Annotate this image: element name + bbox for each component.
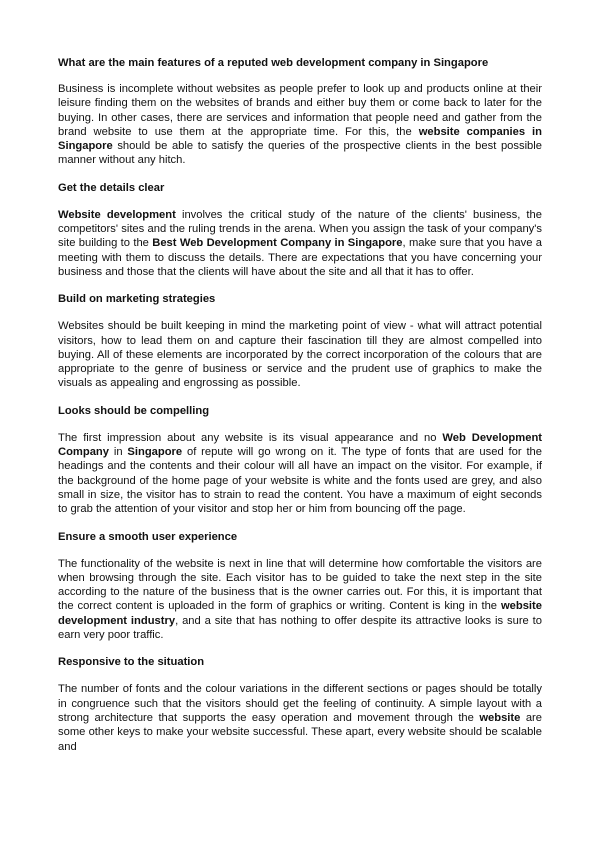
bold-keyword: website development industry (58, 600, 542, 627)
section-heading-ensure-a-smooth-user-experience: Ensure a smooth user experience (58, 530, 238, 543)
text-run: should be able to satisfy the queries of the prospective clients in the best possible manner without any hitch. (58, 140, 542, 167)
bold-keyword: website (479, 711, 521, 724)
section-heading-build-on-marketing-strategies: Build on marketing strategies (58, 293, 216, 306)
bold-keyword: Singapore (127, 446, 183, 459)
text-run: Business is incomplete without websites as people prefer to look up and products online at their leisure finding them on the websites of brands and either buy them or come back to later for the buying. In other cases, there are services and information that people need and gather from the brand website to use them at the appropriate time. For this, the (58, 83, 542, 138)
bold-keyword: Website development (58, 208, 176, 221)
sections-container (58, 181, 542, 754)
bold-keyword: website companies in Singapore (58, 125, 542, 153)
text-run: in (108, 446, 128, 459)
text-run: are some other keys to make your website successful. These apart, every website should be scalable and (58, 711, 542, 753)
bold-keyword: Web Development Company (58, 431, 542, 459)
text-run: The functionality of the website is next in line that will determine how comfortable the visitors are when browsing through the site. Each visitor has to be guided to take the next step in the site according to the nature of the business that is the owner carries out. For this, it is important that the correct content is uploaded in the form of graphics or writing. Content is king in the (58, 557, 542, 613)
text-run: The number of fonts and the colour variations in the different sections or pages should be totally in congruence such that the visitors should get the feeling of continuity. A simple layout with a strong architecture that supports the easy operation and movement through the (58, 683, 542, 724)
section-heading-get-the-details-clear: Get the details clear (58, 181, 165, 194)
text-run: of repute will go wrong on it. The type of fonts that are used for the headings and the contents and their colour will all have an impact on the visitor. For example, if the background of the home page of your website is white and the fonts used are grey, and also small in size, the visitor has to strain to read the content. You have a maximum of eight seconds to grab the attention of your visitor and stop her or him from bouncing off the page. (58, 446, 542, 516)
section-paragraph-responsive-to-the-situation (58, 682, 542, 753)
section-paragraph-get-the-details-clear (58, 208, 542, 279)
text-run: The first impression about any website is its visual appearance and no (58, 431, 443, 444)
bold-keyword: Best Web Development Company in Singapore (152, 237, 403, 250)
section-paragraph-ensure-a-smooth-user-experience (58, 557, 542, 643)
section-paragraph-looks-should-be-compelling (58, 431, 542, 517)
text-run: involves the critical study of the nature of the clients' business, the competitors' sites and the ruling trends in the arena. When you assign the task of your company's site building to the (58, 208, 542, 250)
text-run: , and a site that has nothing to offer despite its attractive looks is sure to earn very poor traffic. (58, 614, 543, 642)
text-run: Websites should be built keeping in mind the marketing point of view - what will attract potential visitors, how to lead them on and capture their fascination till they are almost compelled into buying. All of these elements are incorporated by the correct incorporation of the colours that are appropriate to the genre of business or service and the prudent use of graphics to make the visuals as appealing and engrossing as possible. (58, 320, 542, 390)
intro-paragraph (58, 82, 542, 168)
document-title: What are the main features of a reputed web development company in Singapore (58, 57, 489, 69)
text-run: , make sure that you have a meeting with them to discuss the details. There are expectations that you have concerning your business and those that the clients will have about the site and all that it has to offer. (58, 237, 542, 278)
section-paragraph-build-on-marketing-strategies (58, 319, 542, 390)
section-heading-responsive-to-the-situation: Responsive to the situation (58, 656, 205, 669)
section-heading-looks-should-be-compelling: Looks should be compelling (58, 404, 210, 417)
